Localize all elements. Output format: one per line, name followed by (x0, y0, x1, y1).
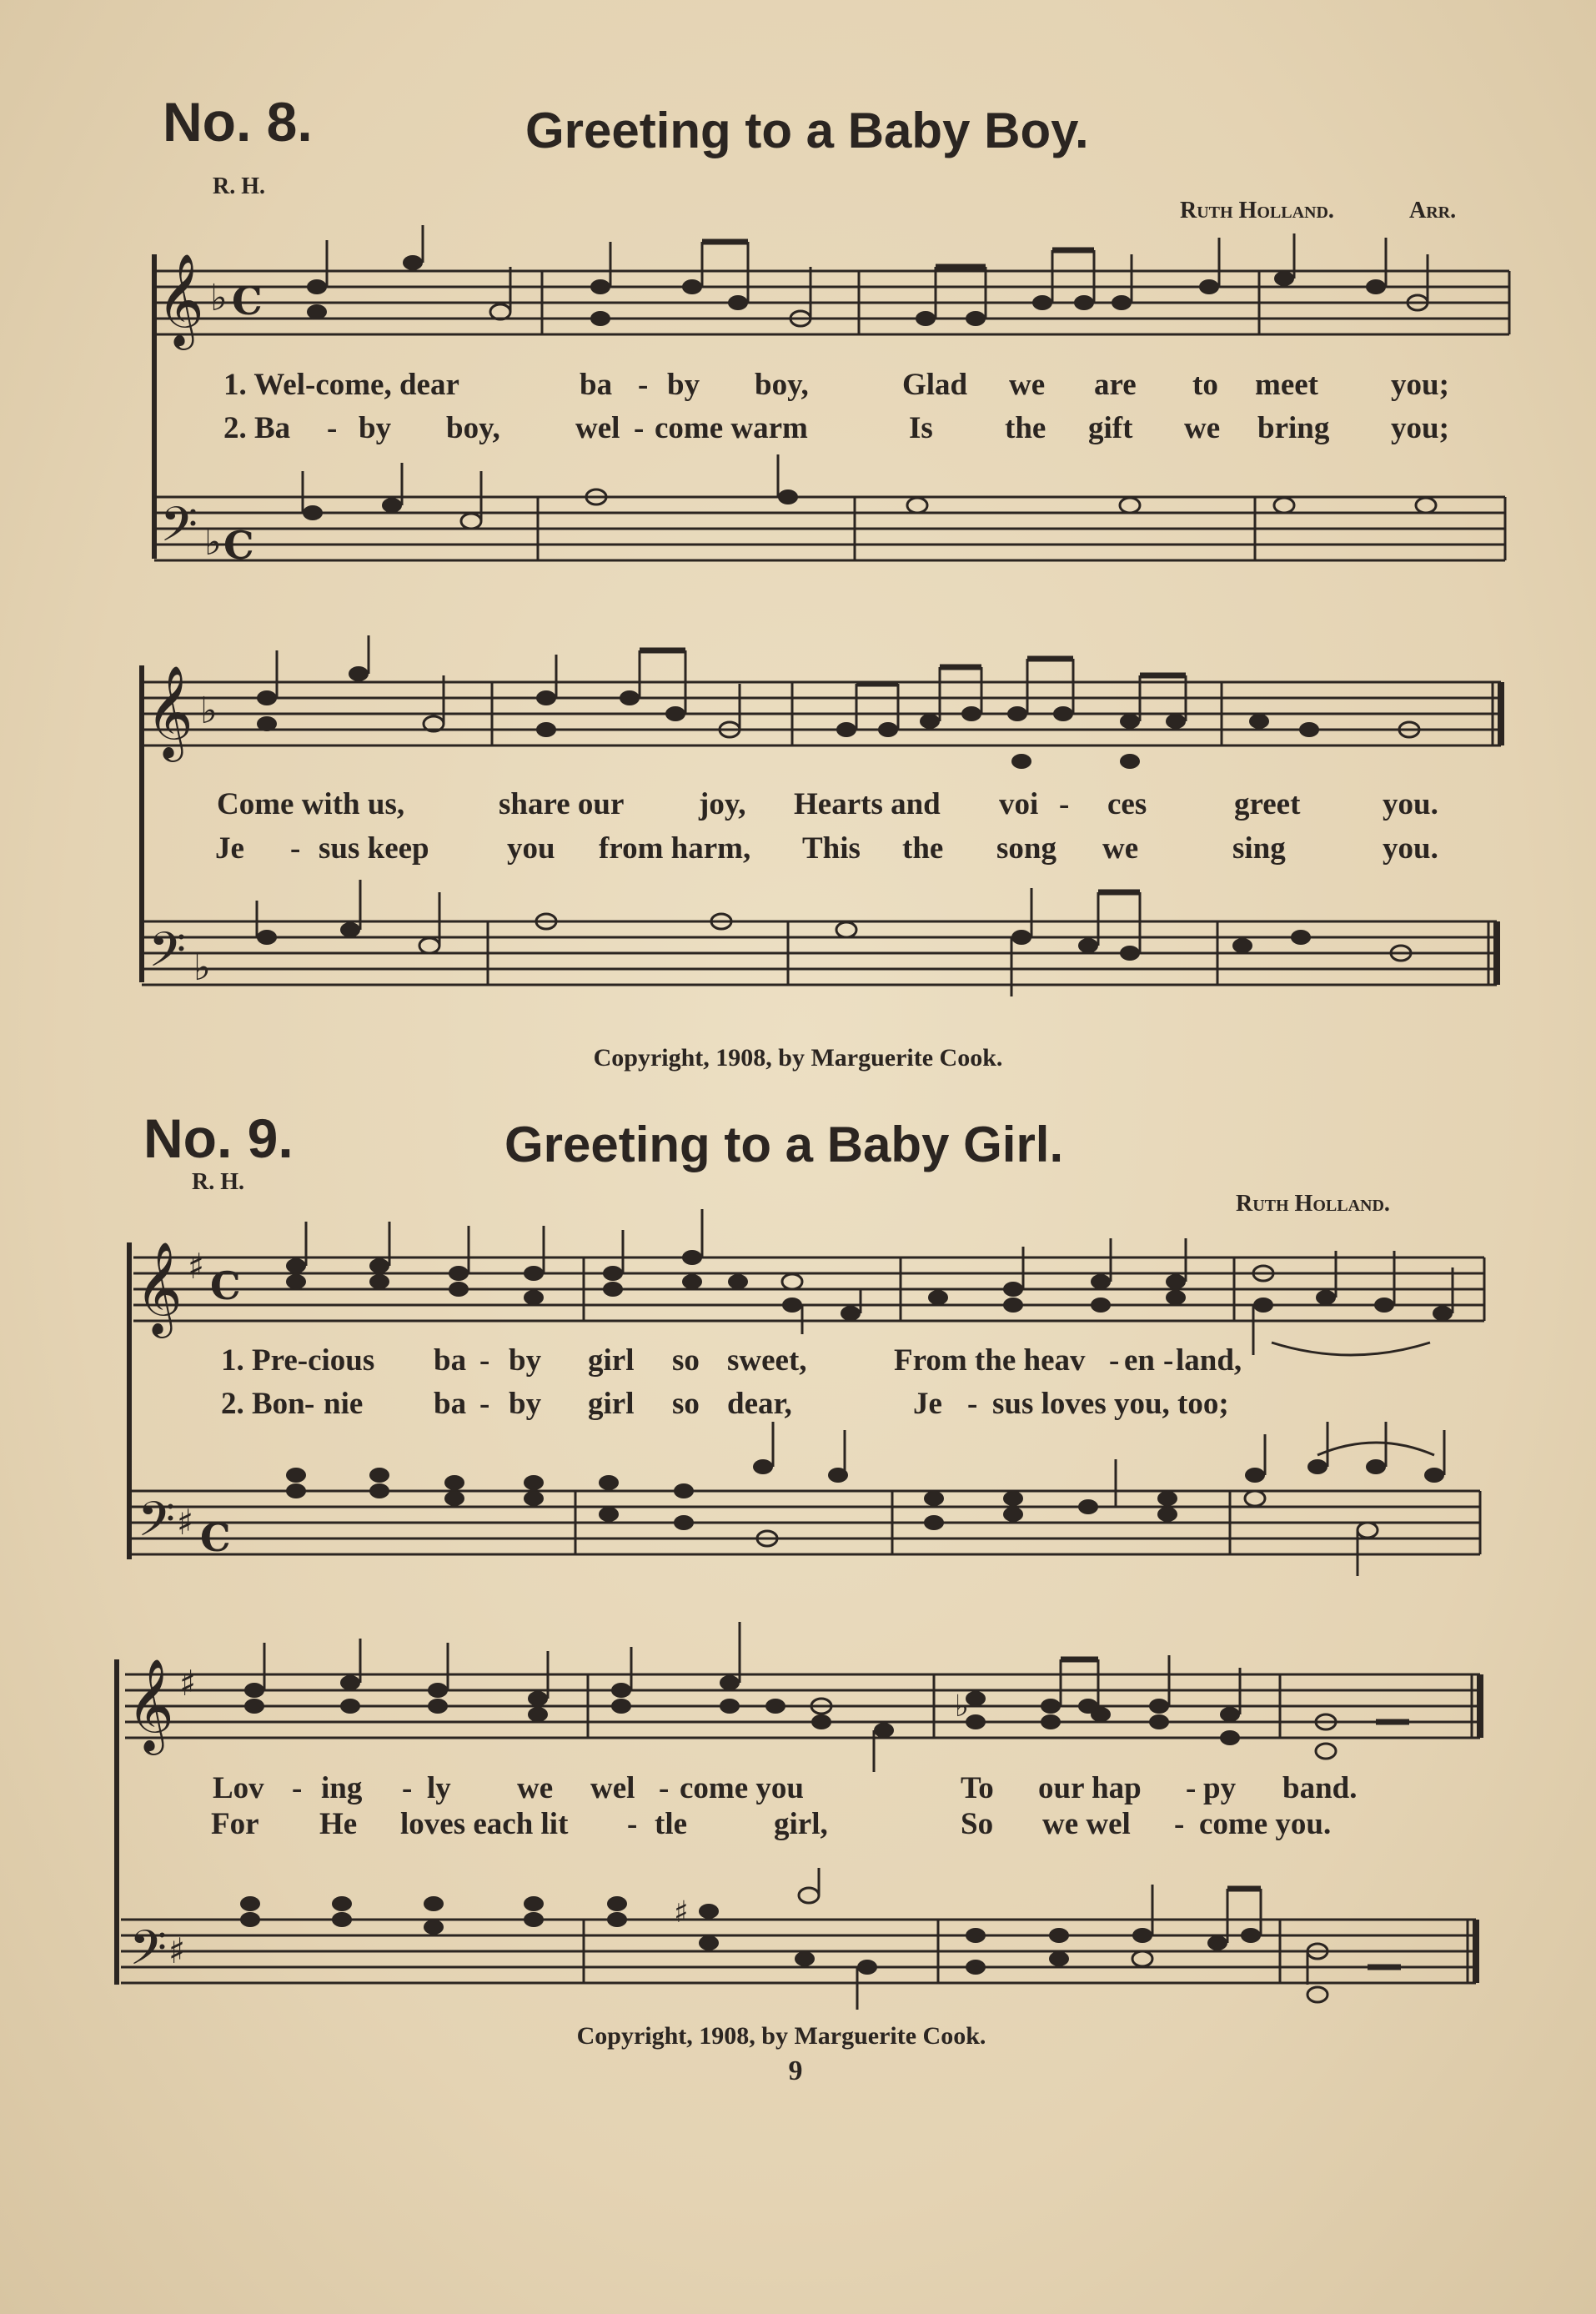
lyric: come you. (1199, 1807, 1332, 1841)
lyric: - (304, 1387, 315, 1421)
lyric: ing (321, 1771, 363, 1805)
music-system-4 (0, 1618, 1596, 2018)
lyrics-verse-2 (0, 1806, 1596, 1843)
lyric: we (1009, 368, 1046, 402)
lyric: by (667, 368, 700, 402)
lyric: sing (1232, 831, 1286, 866)
lyric: He (319, 1807, 358, 1841)
lyric: Come with us, (217, 787, 405, 821)
lyric: 1. Wel-come, dear (223, 368, 459, 402)
lyric: the (902, 831, 944, 866)
lyric: wel (575, 411, 620, 445)
lyric: you. (1383, 787, 1438, 821)
lyric: - (402, 1771, 413, 1805)
lyric: Lov (213, 1771, 264, 1805)
lyric: - (1163, 1343, 1174, 1378)
svg-text:𝄞: 𝄞 (135, 1241, 183, 1334)
svg-text:C: C (210, 1263, 241, 1308)
lyric: meet (1255, 368, 1318, 402)
lyric: we (1184, 411, 1221, 445)
lyrics-verse-2 (0, 831, 1596, 867)
lyric: - (327, 411, 338, 445)
svg-text:𝄞: 𝄞 (157, 253, 204, 346)
lyric: - (634, 411, 645, 445)
lyric: 2. Bon (221, 1387, 305, 1421)
copyright: Copyright, 1908, by Marguerite Cook. (593, 1044, 1003, 1072)
music-notation (0, 625, 1596, 1026)
lyric: nie (324, 1387, 364, 1421)
lyric: en (1124, 1343, 1155, 1378)
lyric: band. (1282, 1771, 1358, 1805)
lyric: 2. Ba (223, 411, 291, 445)
svg-text:♯: ♯ (168, 1930, 186, 1971)
lyric: - (479, 1343, 490, 1378)
lyric: the (1005, 411, 1046, 445)
svg-text:𝄢: 𝄢 (160, 496, 198, 565)
svg-text:♯: ♯ (177, 1502, 194, 1543)
lyrics-verse-1 (0, 1343, 1596, 1379)
svg-text:C: C (232, 279, 263, 324)
lyric: by (509, 1343, 542, 1378)
lyric: land, (1176, 1343, 1242, 1378)
lyric: Hearts and (794, 787, 941, 821)
svg-text:♭: ♭ (210, 277, 228, 319)
lyric: Glad (902, 368, 968, 402)
lyric: song (996, 831, 1056, 866)
lyric: gift (1088, 411, 1133, 445)
lyric: we wel (1042, 1807, 1131, 1841)
svg-text:𝄞: 𝄞 (127, 1658, 174, 1751)
lyric: we (1102, 831, 1139, 866)
lyric: tle (655, 1807, 688, 1841)
author: Ruth Holland. (1180, 198, 1334, 223)
lyric: - (1174, 1807, 1185, 1841)
svg-text:C: C (200, 1515, 231, 1560)
svg-text:♯: ♯ (179, 1663, 197, 1704)
music-system-2 (0, 625, 1596, 1026)
lyric: - (638, 368, 649, 402)
lyric: To (961, 1771, 994, 1805)
lyric: so (672, 1387, 700, 1421)
svg-text:♭: ♭ (200, 690, 218, 732)
svg-text:𝄢: 𝄢 (148, 921, 187, 990)
music-system-3 (0, 1201, 1596, 1601)
lyric: - (967, 1387, 978, 1421)
lyric: - (659, 1771, 670, 1805)
lyric: - (290, 831, 301, 866)
music-system-1 (0, 217, 1596, 609)
lyric: loves each lit (400, 1807, 569, 1841)
initials: R. H. (213, 173, 265, 199)
lyric: ba (434, 1387, 467, 1421)
author: Ruth Holland. (1236, 1191, 1390, 1217)
lyric: girl (588, 1343, 635, 1378)
lyric: py (1203, 1771, 1237, 1805)
lyric: joy, (699, 787, 746, 821)
lyric: For (211, 1807, 259, 1841)
lyric: boy, (755, 368, 809, 402)
copyright: Copyright, 1908, by Marguerite Cook. (576, 2022, 986, 2050)
lyrics-verse-1 (0, 367, 1596, 404)
lyrics-verse-2 (0, 1386, 1596, 1423)
lyric: you. (1383, 831, 1438, 866)
song-number: No. 8. (163, 91, 313, 153)
lyric: sus keep (319, 831, 429, 866)
lyric: ces (1107, 787, 1147, 821)
lyric: we (517, 1771, 554, 1805)
lyric: - (292, 1771, 303, 1805)
svg-text:𝄢: 𝄢 (129, 1920, 168, 1988)
lyric: sweet, (727, 1343, 807, 1378)
lyric: boy, (446, 411, 500, 445)
lyric: our hap (1038, 1771, 1142, 1805)
lyric: you; (1391, 411, 1449, 445)
svg-text:♯: ♯ (188, 1246, 205, 1287)
lyric: Is (909, 411, 933, 445)
svg-text:𝄞: 𝄞 (146, 665, 193, 758)
song-title: Greeting to a Baby Girl. (504, 1117, 1064, 1172)
lyric: voi (999, 787, 1039, 821)
lyrics-verse-1 (0, 786, 1596, 823)
svg-text:♭: ♭ (204, 521, 222, 564)
lyric: Je (215, 831, 244, 866)
lyric: - (479, 1387, 490, 1421)
lyric: 1. Pre-cious (221, 1343, 375, 1378)
lyric: bring (1257, 411, 1330, 445)
lyric: wel (590, 1771, 635, 1805)
lyric: by (509, 1387, 542, 1421)
arranger-mark: Arr. (1409, 198, 1457, 223)
svg-text:♭: ♭ (955, 1689, 969, 1724)
lyric: dear, (727, 1387, 792, 1421)
lyric: girl (588, 1387, 635, 1421)
svg-text:𝄢: 𝄢 (138, 1491, 176, 1559)
lyric: are (1094, 368, 1137, 402)
lyric: so (672, 1343, 700, 1378)
lyric: sus loves you, too; (992, 1387, 1229, 1421)
lyric: share our (499, 787, 625, 821)
lyrics-verse-1 (0, 1770, 1596, 1807)
lyric: - (627, 1807, 638, 1841)
song-8 (0, 0, 1596, 1101)
initials: R. H. (192, 1169, 244, 1195)
svg-text:♯: ♯ (674, 1895, 689, 1930)
lyric: by (359, 411, 392, 445)
lyric: This (802, 831, 861, 866)
lyrics-verse-2 (0, 410, 1596, 447)
song-title: Greeting to a Baby Boy. (525, 103, 1089, 158)
lyric: ba (580, 368, 613, 402)
lyric: - (1109, 1343, 1120, 1378)
song-9 (0, 1084, 1596, 2193)
lyric: you; (1391, 368, 1449, 402)
lyric: you (507, 831, 555, 866)
lyric: to (1192, 368, 1218, 402)
lyric: come warm (655, 411, 808, 445)
song-number: No. 9. (143, 1107, 294, 1169)
lyric: - (1059, 787, 1070, 821)
lyric: girl, (774, 1807, 828, 1841)
page-number: 9 (788, 2055, 803, 2086)
lyric: greet (1234, 787, 1301, 821)
lyric: ba (434, 1343, 467, 1378)
lyric: From the heav (894, 1343, 1086, 1378)
lyric: So (961, 1807, 994, 1841)
svg-text:♭: ♭ (193, 946, 211, 989)
lyric: ly (427, 1771, 451, 1805)
lyric: come you (680, 1771, 804, 1805)
lyric: - (1186, 1771, 1197, 1805)
svg-text:C: C (223, 523, 254, 568)
lyric: from harm, (599, 831, 751, 866)
lyric: Je (913, 1387, 942, 1421)
